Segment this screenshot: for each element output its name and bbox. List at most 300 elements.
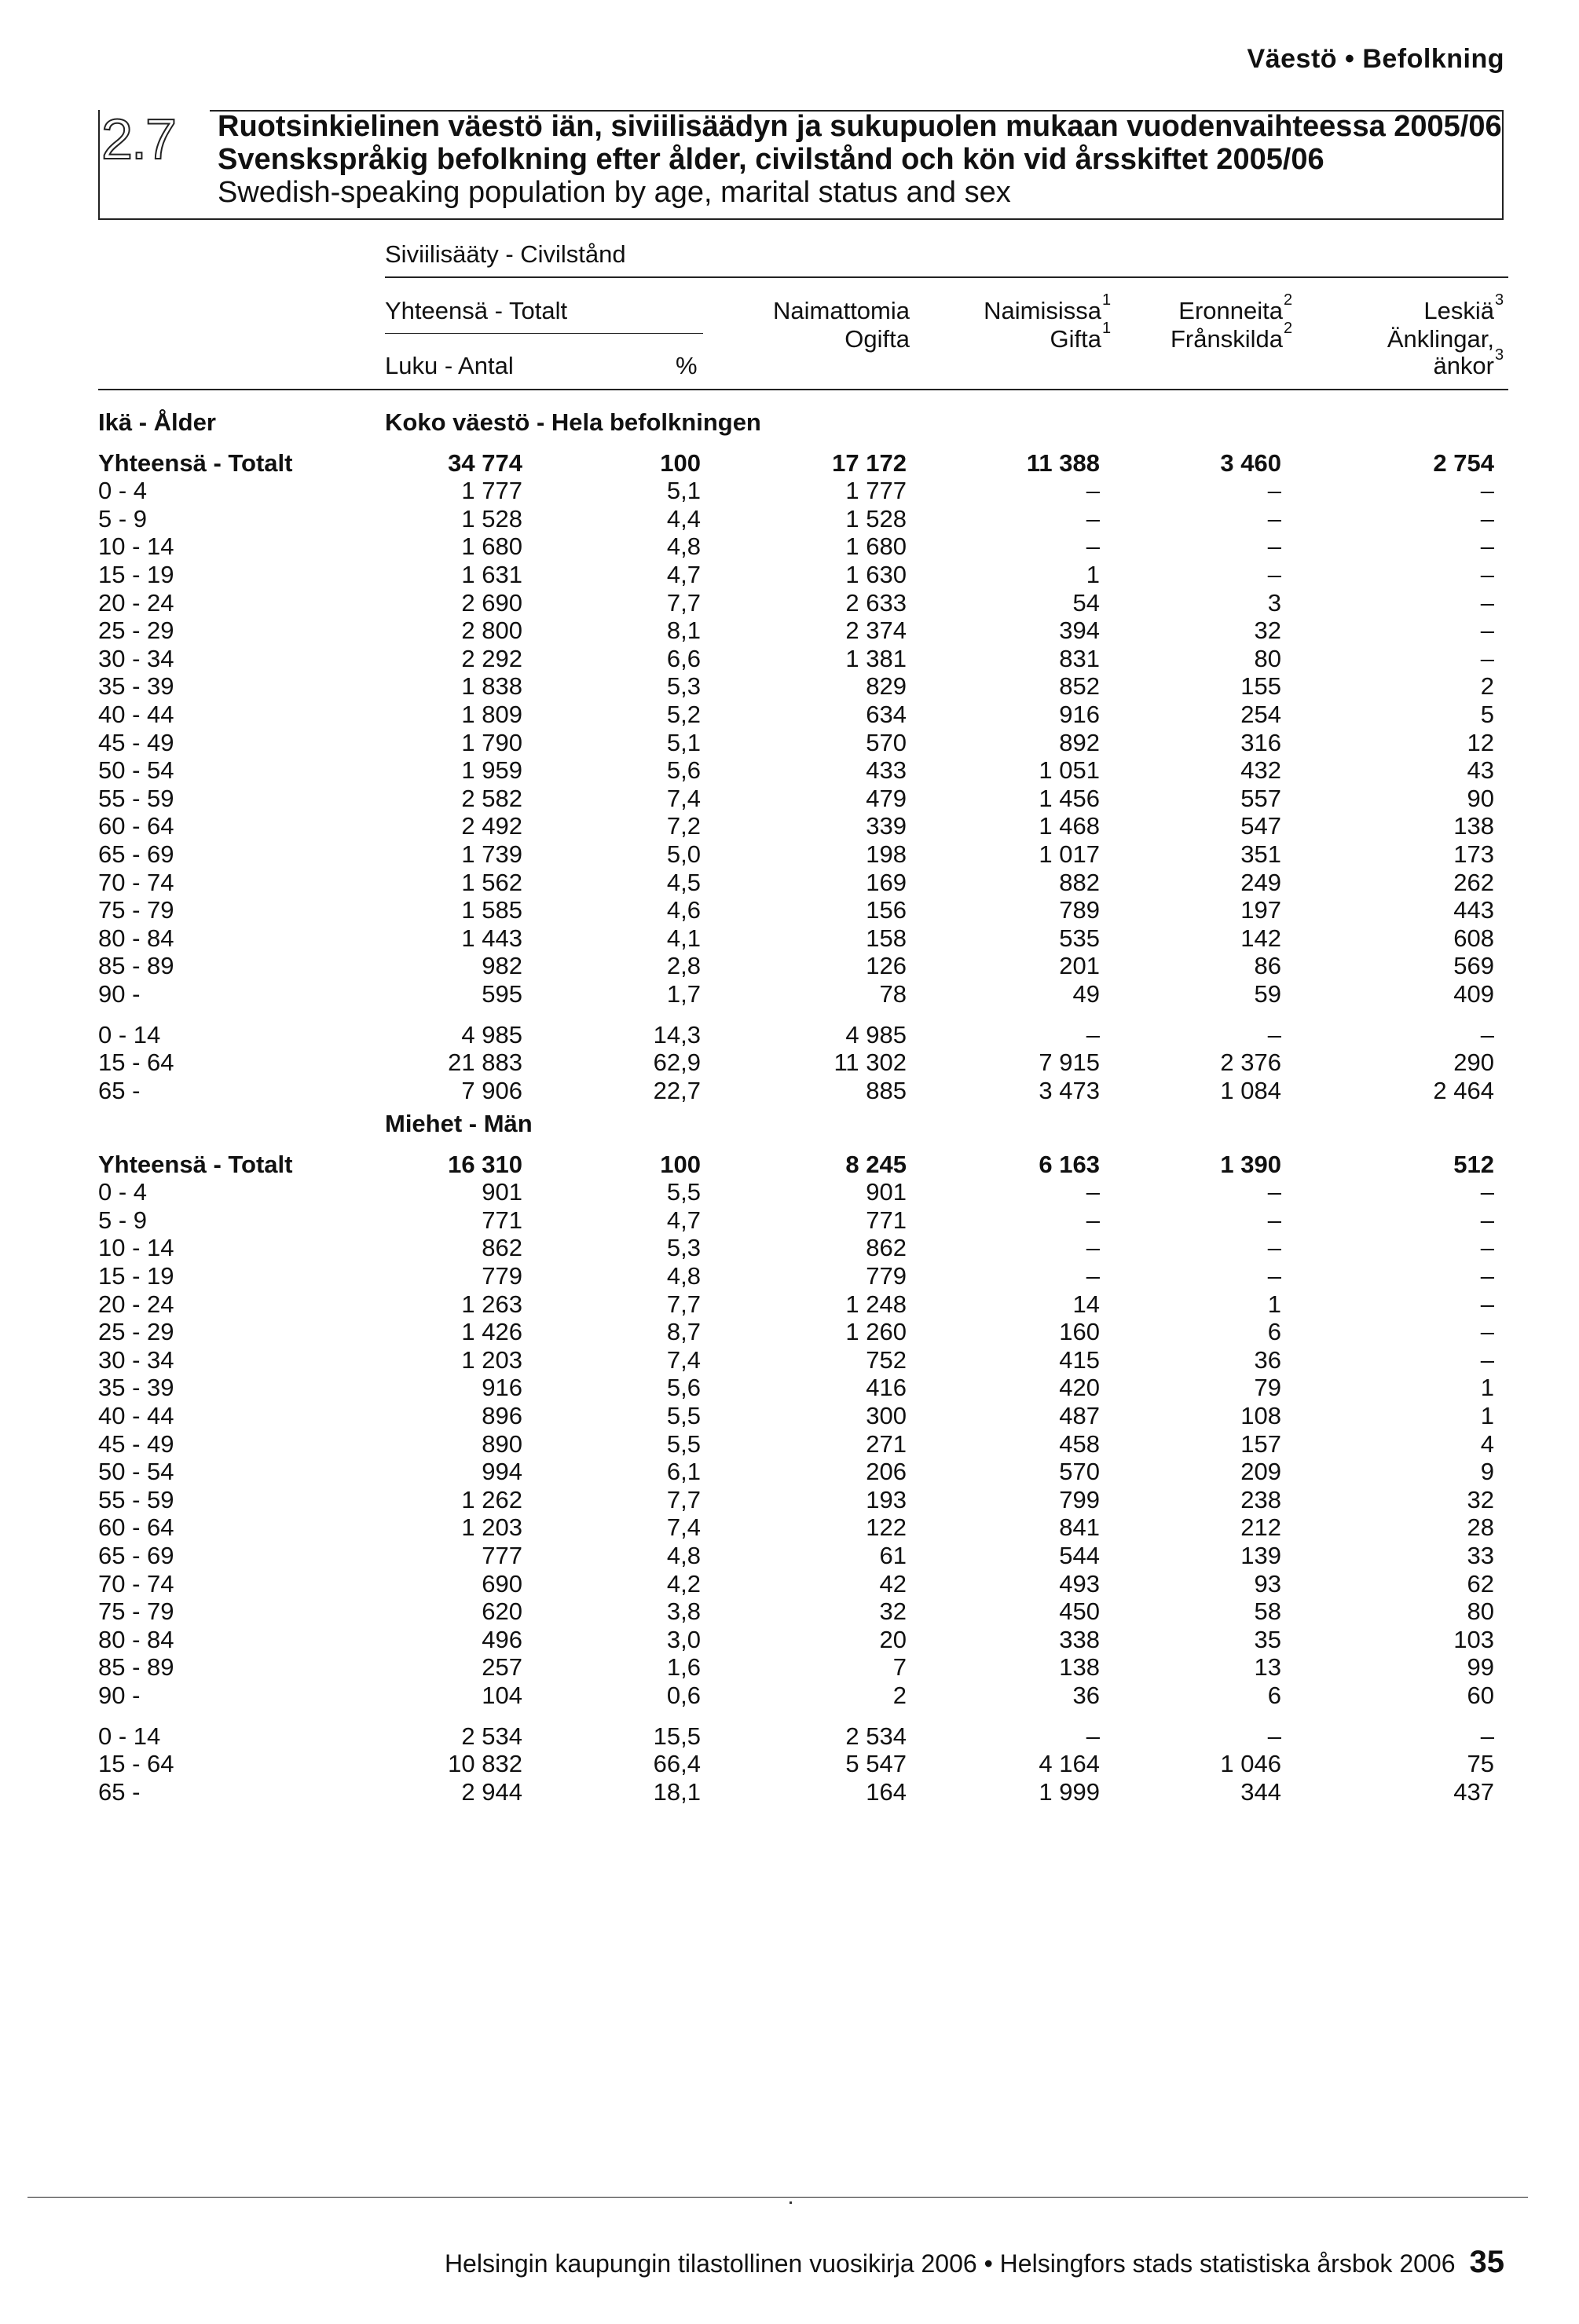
- table-title-box: [98, 110, 1504, 220]
- row-divorced: 6: [1267, 1682, 1281, 1710]
- header-divorced-sup: 2: [1284, 291, 1293, 309]
- row-percent: 100: [660, 448, 701, 477]
- header-unmarried-fi: Naimattomia: [773, 297, 910, 324]
- row-married: 4 164: [1039, 1750, 1100, 1778]
- header-divorced-sv: Frånskilda: [1171, 325, 1283, 353]
- row-divorced: 59: [1254, 980, 1281, 1008]
- row-divorced: 1 084: [1220, 1076, 1281, 1104]
- header-widowed-sv: Änklingar,: [1387, 325, 1494, 353]
- row-widowed: 173: [1453, 840, 1494, 869]
- row-count: 21 883: [448, 1049, 522, 1077]
- title-swedish: Svenskspråkig befolkning efter ålder, civilstånd och kön vid årsskiftet 2005/06: [218, 143, 1324, 176]
- header-divorced-sv-sup: 2: [1284, 320, 1293, 337]
- row-married: –: [1086, 1178, 1100, 1206]
- row-married: 11 388: [1026, 448, 1100, 477]
- row-percent: 14,3: [653, 1020, 701, 1049]
- row-unmarried: 156: [866, 896, 907, 924]
- row-count: 1 263: [461, 1290, 522, 1318]
- row-widowed: –: [1480, 1206, 1494, 1234]
- row-unmarried: 570: [866, 728, 907, 756]
- row-widowed: –: [1480, 477, 1494, 505]
- row-age: Yhteensä - Totalt: [98, 1150, 293, 1178]
- row-percent: 15,5: [653, 1722, 701, 1750]
- row-widowed: 2 754: [1433, 448, 1494, 477]
- row-married: 1 017: [1039, 840, 1100, 869]
- row-widowed: –: [1480, 1020, 1494, 1049]
- row-percent: 7,7: [666, 1290, 701, 1318]
- row-count: 779: [482, 1262, 522, 1290]
- row-unmarried: 4 985: [845, 1020, 907, 1049]
- row-unmarried: 2 374: [845, 617, 907, 645]
- row-married: 415: [1059, 1345, 1100, 1374]
- row-married: –: [1086, 1722, 1100, 1750]
- header-widowed-sv2: änkor: [1433, 352, 1494, 379]
- row-age: 55 - 59: [98, 1485, 174, 1513]
- row-percent: 4,6: [666, 896, 701, 924]
- row-widowed: –: [1480, 1318, 1494, 1346]
- title-finnish: Ruotsinkielinen väestö iän, siviilisäädyn ja sukupuolen mukaan vuodenvaihteessa 2005/06: [218, 110, 1502, 143]
- row-unmarried: 1 630: [845, 561, 907, 589]
- row-married: 201: [1059, 952, 1100, 980]
- row-married: 14: [1072, 1290, 1100, 1318]
- row-unmarried: 158: [866, 924, 907, 952]
- header-rule-bottom: [98, 389, 1508, 390]
- row-percent: 1,6: [666, 1653, 701, 1682]
- row-divorced: 209: [1240, 1458, 1281, 1486]
- row-count: 2 690: [461, 588, 522, 617]
- row-percent: 4,8: [666, 533, 701, 561]
- row-divorced: 547: [1240, 812, 1281, 840]
- row-count: 1 203: [461, 1513, 522, 1542]
- row-count: 104: [482, 1682, 522, 1710]
- row-percent: 2,8: [666, 952, 701, 980]
- row-divorced: 93: [1254, 1569, 1281, 1598]
- header-unmarried-sv: Ogifta: [844, 325, 910, 353]
- row-count: 1 562: [461, 868, 522, 896]
- row-divorced: 432: [1240, 756, 1281, 785]
- row-count: 257: [482, 1653, 522, 1682]
- row-married: 1 051: [1039, 756, 1100, 785]
- row-divorced: –: [1267, 1262, 1281, 1290]
- row-age: 85 - 89: [98, 952, 174, 980]
- row-divorced: 13: [1254, 1653, 1281, 1682]
- row-married: 493: [1059, 1569, 1100, 1598]
- row-percent: 7,4: [666, 1345, 701, 1374]
- row-percent: 5,2: [666, 701, 701, 729]
- row-age: 0 - 4: [98, 1178, 148, 1206]
- row-married: 544: [1059, 1542, 1100, 1570]
- row-percent: 7,2: [666, 812, 701, 840]
- header-total-underline: [385, 333, 703, 334]
- row-married: 1 456: [1039, 784, 1100, 812]
- row-age: 0 - 4: [98, 477, 148, 505]
- row-widowed: 1: [1480, 1374, 1494, 1402]
- row-age: 90 -: [98, 980, 141, 1008]
- row-divorced: 351: [1240, 840, 1281, 869]
- row-married: –: [1086, 1206, 1100, 1234]
- row-age: 30 - 34: [98, 644, 174, 672]
- row-divorced: 36: [1254, 1345, 1281, 1374]
- row-widowed: 80: [1467, 1598, 1494, 1626]
- row-unmarried: 416: [866, 1374, 907, 1402]
- row-divorced: 157: [1240, 1429, 1281, 1458]
- row-married: 535: [1059, 924, 1100, 952]
- row-count: 982: [482, 952, 522, 980]
- row-percent: 7,7: [666, 1485, 701, 1513]
- row-divorced: 35: [1254, 1625, 1281, 1653]
- row-divorced: 197: [1240, 896, 1281, 924]
- row-widowed: –: [1480, 1722, 1494, 1750]
- row-unmarried: 634: [866, 701, 907, 729]
- row-age: 90 -: [98, 1682, 141, 1710]
- header-divorced-fi: Eronneita: [1178, 297, 1283, 324]
- header-widowed-fi: Leskiä: [1423, 297, 1494, 324]
- row-divorced: –: [1267, 1206, 1281, 1234]
- section-title: Koko väestö - Hela befolkningen: [385, 408, 761, 436]
- row-married: 7 915: [1039, 1049, 1100, 1077]
- row-count: 34 774: [448, 448, 522, 477]
- row-unmarried: 32: [879, 1598, 907, 1626]
- row-count: 10 832: [448, 1750, 522, 1778]
- row-percent: 3,8: [666, 1598, 701, 1626]
- row-married: –: [1086, 1234, 1100, 1262]
- row-percent: 4,8: [666, 1542, 701, 1570]
- row-unmarried: 206: [866, 1458, 907, 1486]
- row-age: 0 - 14: [98, 1020, 161, 1049]
- row-married: 892: [1059, 728, 1100, 756]
- row-married: 1 999: [1039, 1777, 1100, 1806]
- row-count: 1 680: [461, 533, 522, 561]
- row-widowed: 437: [1453, 1777, 1494, 1806]
- row-widowed: 32: [1467, 1485, 1494, 1513]
- row-widowed: 28: [1467, 1513, 1494, 1542]
- row-age: 30 - 34: [98, 1345, 174, 1374]
- row-count: 916: [482, 1374, 522, 1402]
- row-widowed: 1: [1480, 1402, 1494, 1430]
- header-age: Ikä - Ålder: [98, 408, 216, 436]
- page-footer: [445, 2245, 1504, 2280]
- row-divorced: 254: [1240, 701, 1281, 729]
- row-widowed: –: [1480, 1178, 1494, 1206]
- row-count: 2 492: [461, 812, 522, 840]
- row-divorced: 58: [1254, 1598, 1281, 1626]
- row-divorced: 86: [1254, 952, 1281, 980]
- row-count: 690: [482, 1569, 522, 1598]
- row-count: 1 739: [461, 840, 522, 869]
- row-widowed: –: [1480, 644, 1494, 672]
- row-count: 901: [482, 1178, 522, 1206]
- row-age: 20 - 24: [98, 1290, 174, 1318]
- header-married-fi: Naimisissa: [984, 297, 1101, 324]
- row-age: 70 - 74: [98, 868, 174, 896]
- row-count: 620: [482, 1598, 522, 1626]
- row-widowed: 608: [1453, 924, 1494, 952]
- row-age: 15 - 64: [98, 1049, 174, 1077]
- row-divorced: –: [1267, 504, 1281, 533]
- row-count: 2 800: [461, 617, 522, 645]
- row-married: 458: [1059, 1429, 1100, 1458]
- row-percent: 3,0: [666, 1625, 701, 1653]
- row-percent: 7,7: [666, 588, 701, 617]
- row-divorced: 142: [1240, 924, 1281, 952]
- row-widowed: 43: [1467, 756, 1494, 785]
- row-percent: 7,4: [666, 1513, 701, 1542]
- row-divorced: 3: [1267, 588, 1281, 617]
- row-married: 160: [1059, 1318, 1100, 1346]
- section-title: Miehet - Män: [385, 1110, 533, 1137]
- row-count: 777: [482, 1542, 522, 1570]
- row-widowed: 2: [1480, 672, 1494, 701]
- row-percent: 6,1: [666, 1458, 701, 1486]
- row-age: 10 - 14: [98, 1234, 174, 1262]
- row-married: –: [1086, 1262, 1100, 1290]
- row-count: 1 838: [461, 672, 522, 701]
- row-age: 80 - 84: [98, 924, 174, 952]
- row-married: 394: [1059, 617, 1100, 645]
- row-unmarried: 752: [866, 1345, 907, 1374]
- row-age: 65 -: [98, 1777, 141, 1806]
- row-widowed: 2 464: [1433, 1076, 1494, 1104]
- row-divorced: 3 460: [1220, 448, 1281, 477]
- row-married: 36: [1072, 1682, 1100, 1710]
- row-count: 2 944: [461, 1777, 522, 1806]
- row-married: 450: [1059, 1598, 1100, 1626]
- row-widowed: 75: [1467, 1750, 1494, 1778]
- row-widowed: 5: [1480, 701, 1494, 729]
- row-divorced: –: [1267, 477, 1281, 505]
- row-divorced: 249: [1240, 868, 1281, 896]
- row-unmarried: 271: [866, 1429, 907, 1458]
- row-divorced: –: [1267, 561, 1281, 589]
- row-age: 15 - 64: [98, 1750, 174, 1778]
- row-age: 85 - 89: [98, 1653, 174, 1682]
- row-widowed: 138: [1453, 812, 1494, 840]
- row-percent: 5,5: [666, 1429, 701, 1458]
- row-married: 54: [1072, 588, 1100, 617]
- row-age: 15 - 19: [98, 1262, 174, 1290]
- row-age: 50 - 54: [98, 756, 174, 785]
- header-total: Yhteensä - Totalt: [385, 297, 568, 324]
- running-head: Väestö • Befolkning: [1247, 44, 1504, 74]
- row-unmarried: 193: [866, 1485, 907, 1513]
- row-unmarried: 11 302: [833, 1049, 907, 1077]
- row-percent: 5,6: [666, 756, 701, 785]
- row-percent: 62,9: [653, 1049, 701, 1077]
- row-count: 862: [482, 1234, 522, 1262]
- row-age: 65 - 69: [98, 840, 174, 869]
- row-widowed: 33: [1467, 1542, 1494, 1570]
- row-age: 20 - 24: [98, 588, 174, 617]
- row-age: 50 - 54: [98, 1458, 174, 1486]
- row-divorced: 79: [1254, 1374, 1281, 1402]
- row-count: 1 777: [461, 477, 522, 505]
- row-unmarried: 42: [879, 1569, 907, 1598]
- header-married-sv: Gifta: [1050, 325, 1101, 353]
- header-percent: %: [676, 352, 698, 379]
- row-married: 3 473: [1039, 1076, 1100, 1104]
- row-percent: 5,3: [666, 1234, 701, 1262]
- row-age: 35 - 39: [98, 1374, 174, 1402]
- row-widowed: 62: [1467, 1569, 1494, 1598]
- footer-publication: Helsingin kaupungin tilastollinen vuosikirja 2006 • Helsingfors stads statistiska årsbok 2006: [444, 2249, 1456, 2278]
- row-count: 595: [482, 980, 522, 1008]
- row-count: 2 534: [461, 1722, 522, 1750]
- row-divorced: 212: [1240, 1513, 1281, 1542]
- row-unmarried: 2: [892, 1682, 907, 1710]
- row-count: 1 203: [461, 1345, 522, 1374]
- row-divorced: –: [1267, 1722, 1281, 1750]
- row-unmarried: 20: [879, 1625, 907, 1653]
- row-count: 1 809: [461, 701, 522, 729]
- header-married-sup: 1: [1102, 291, 1112, 309]
- row-divorced: 344: [1240, 1777, 1281, 1806]
- row-married: –: [1086, 533, 1100, 561]
- row-married: 138: [1059, 1653, 1100, 1682]
- row-widowed: –: [1480, 588, 1494, 617]
- row-age: 45 - 49: [98, 1429, 174, 1458]
- row-unmarried: 1 777: [845, 477, 907, 505]
- row-count: 1 790: [461, 728, 522, 756]
- row-widowed: 569: [1453, 952, 1494, 980]
- row-age: 40 - 44: [98, 701, 174, 729]
- row-unmarried: 17 172: [832, 448, 907, 477]
- header-count: Luku - Antal: [385, 352, 514, 379]
- row-widowed: 4: [1480, 1429, 1494, 1458]
- row-count: 994: [482, 1458, 522, 1486]
- row-percent: 5,6: [666, 1374, 701, 1402]
- row-widowed: 262: [1453, 868, 1494, 896]
- row-unmarried: 885: [866, 1076, 907, 1104]
- row-divorced: 80: [1254, 644, 1281, 672]
- row-percent: 5,5: [666, 1402, 701, 1430]
- row-married: 1 468: [1039, 812, 1100, 840]
- row-unmarried: 479: [866, 784, 907, 812]
- row-age: 80 - 84: [98, 1625, 174, 1653]
- row-percent: 4,4: [666, 504, 701, 533]
- row-count: 896: [482, 1402, 522, 1430]
- row-divorced: –: [1267, 533, 1281, 561]
- row-unmarried: 1 248: [845, 1290, 907, 1318]
- row-divorced: 32: [1254, 617, 1281, 645]
- page-number: 35: [1469, 2245, 1504, 2279]
- row-percent: 4,7: [666, 561, 701, 589]
- row-divorced: –: [1267, 1020, 1281, 1049]
- row-divorced: 1: [1267, 1290, 1281, 1318]
- row-count: 1 262: [461, 1485, 522, 1513]
- row-widowed: 90: [1467, 784, 1494, 812]
- row-count: 496: [482, 1625, 522, 1653]
- row-married: 338: [1059, 1625, 1100, 1653]
- row-unmarried: 198: [866, 840, 907, 869]
- row-count: 771: [482, 1206, 522, 1234]
- row-count: 1 426: [461, 1318, 522, 1346]
- row-unmarried: 5 547: [845, 1750, 907, 1778]
- header-rule-top: [385, 276, 1508, 278]
- row-percent: 5,5: [666, 1178, 701, 1206]
- row-widowed: 9: [1480, 1458, 1494, 1486]
- row-percent: 4,7: [666, 1206, 701, 1234]
- row-widowed: 12: [1467, 728, 1494, 756]
- row-age: 40 - 44: [98, 1402, 174, 1430]
- row-percent: 1,7: [666, 980, 701, 1008]
- row-married: 916: [1059, 701, 1100, 729]
- row-divorced: 6: [1267, 1318, 1281, 1346]
- row-unmarried: 339: [866, 812, 907, 840]
- row-count: 16 310: [448, 1150, 522, 1178]
- row-percent: 8,7: [666, 1318, 701, 1346]
- row-divorced: 155: [1240, 672, 1281, 701]
- row-divorced: 316: [1240, 728, 1281, 756]
- row-percent: 22,7: [653, 1076, 701, 1104]
- row-divorced: 1 046: [1220, 1750, 1281, 1778]
- row-married: 6 163: [1039, 1150, 1100, 1178]
- row-percent: 4,2: [666, 1569, 701, 1598]
- row-divorced: 1 390: [1220, 1150, 1281, 1178]
- title-english: Swedish-speaking population by age, marital status and sex: [218, 176, 1011, 209]
- row-age: 35 - 39: [98, 672, 174, 701]
- row-unmarried: 862: [866, 1234, 907, 1262]
- header-married-sv-sup: 1: [1102, 320, 1112, 337]
- row-married: –: [1086, 1020, 1100, 1049]
- row-unmarried: 1 260: [845, 1318, 907, 1346]
- row-unmarried: 1 680: [845, 533, 907, 561]
- row-unmarried: 1 528: [845, 504, 907, 533]
- row-age: 65 - 69: [98, 1542, 174, 1570]
- row-married: 841: [1059, 1513, 1100, 1542]
- row-married: –: [1086, 477, 1100, 505]
- row-unmarried: 8 245: [845, 1150, 907, 1178]
- row-age: 75 - 79: [98, 1598, 174, 1626]
- row-percent: 4,5: [666, 868, 701, 896]
- row-unmarried: 2 633: [845, 588, 907, 617]
- row-age: 10 - 14: [98, 533, 174, 561]
- row-percent: 8,1: [666, 617, 701, 645]
- row-unmarried: 771: [866, 1206, 907, 1234]
- row-count: 890: [482, 1429, 522, 1458]
- row-percent: 66,4: [653, 1750, 701, 1778]
- row-age: Yhteensä - Totalt: [98, 448, 293, 477]
- row-age: 5 - 9: [98, 1206, 148, 1234]
- row-married: 487: [1059, 1402, 1100, 1430]
- row-married: 882: [1059, 868, 1100, 896]
- row-count: 1 631: [461, 561, 522, 589]
- row-widowed: 443: [1453, 896, 1494, 924]
- row-unmarried: 2 534: [845, 1722, 907, 1750]
- row-married: 570: [1059, 1458, 1100, 1486]
- row-married: 1: [1086, 561, 1100, 589]
- row-unmarried: 122: [866, 1513, 907, 1542]
- row-widowed: –: [1480, 533, 1494, 561]
- row-divorced: 557: [1240, 784, 1281, 812]
- row-married: 49: [1072, 980, 1100, 1008]
- row-count: 1 528: [461, 504, 522, 533]
- row-age: 25 - 29: [98, 1318, 174, 1346]
- row-percent: 4,1: [666, 924, 701, 952]
- header-widowed-sv2-sup: 3: [1495, 346, 1504, 364]
- row-unmarried: 78: [879, 980, 907, 1008]
- row-divorced: 108: [1240, 1402, 1281, 1430]
- row-unmarried: 126: [866, 952, 907, 980]
- row-widowed: –: [1480, 504, 1494, 533]
- row-unmarried: 7: [892, 1653, 907, 1682]
- table-titles: [218, 110, 1502, 209]
- row-count: 1 959: [461, 756, 522, 785]
- row-married: 420: [1059, 1374, 1100, 1402]
- center-mark: [790, 2201, 792, 2204]
- row-percent: 100: [660, 1150, 701, 1178]
- row-unmarried: 433: [866, 756, 907, 785]
- row-age: 60 - 64: [98, 1513, 174, 1542]
